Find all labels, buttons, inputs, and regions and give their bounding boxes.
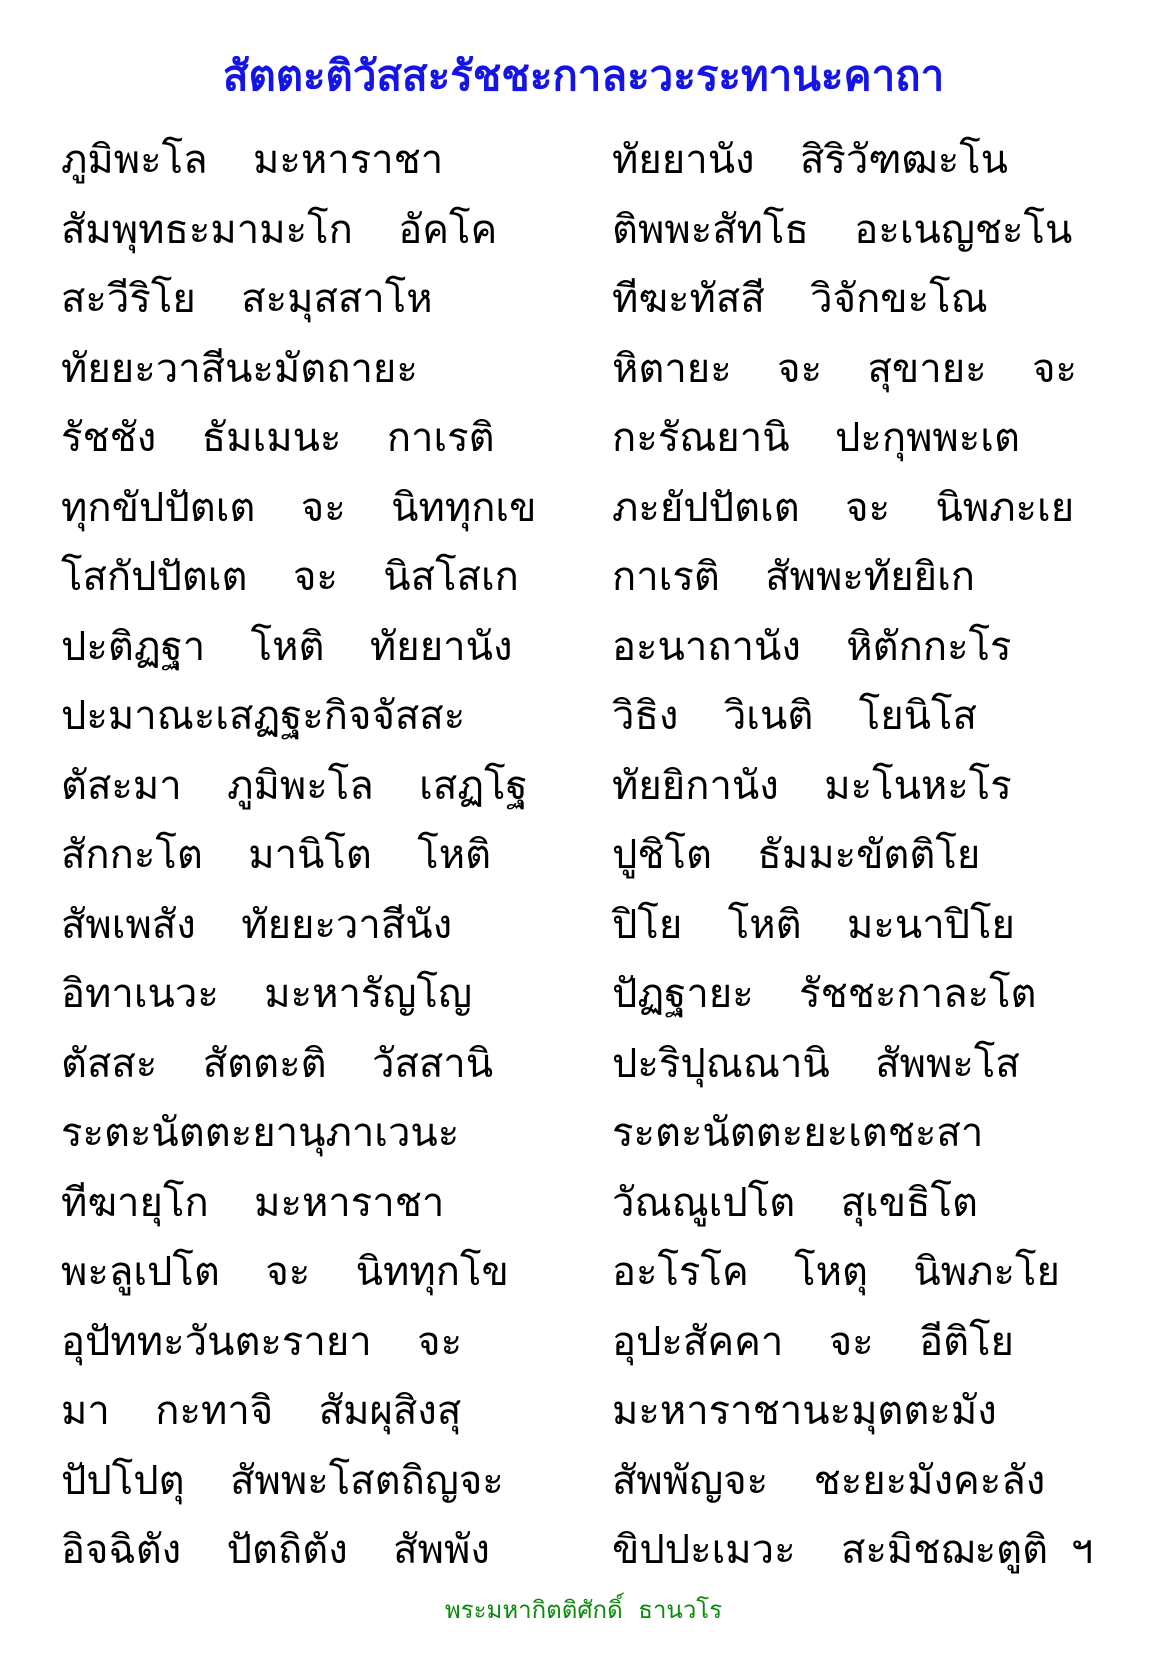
verse-line-left: ทัยยะวาสีนะมัตถายะ — [61, 345, 418, 392]
verse-row — [0, 543, 1167, 613]
verse-line-right: อะนาถานัง หิตักกะโร — [612, 623, 1012, 670]
page-title: สัตตะติวัสสะรัชชะกาละวะระทานะคาถา — [222, 51, 945, 100]
verse-row — [0, 1377, 1167, 1447]
verse-row — [0, 126, 1167, 196]
verse-row — [0, 335, 1167, 405]
verse-line-right: ขิปปะเมวะ สะมิชฌะตูติ ฯ — [612, 1527, 1094, 1573]
verse-line-right: ภะยัปปัตเต จะ นิพภะเย — [612, 484, 1075, 531]
verse-row — [0, 474, 1167, 544]
verse-line-right: ปะริปุณณานิ สัพพะโส — [612, 1040, 1020, 1087]
verse-row — [0, 1447, 1167, 1517]
verse-line-left: สักกะโต มานิโต โหติ — [61, 832, 492, 878]
verse-line-right: อะโรโค โหตุ นิพภะโย — [612, 1249, 1060, 1295]
verse-line-left: ตัสะมา ภูมิพะโล เสฏโฐ — [61, 762, 528, 809]
verse-line-left: พะลูเปโต จะ นิททุกโข — [61, 1249, 509, 1295]
verse-line-left: ปะติฏฐา โหติ ทัยยานัง — [61, 623, 513, 670]
verse-line-left: รัชชัง ธัมเมนะ กาเรติ — [61, 415, 495, 461]
verse-line-right: วิธิง วิเนติ โยนิโส — [612, 693, 977, 739]
verse-line-left: โสกัปปัตเต จะ นิสโสเก — [61, 554, 519, 600]
verse-line-left: ภูมิพะโล มะหาราชา — [61, 137, 444, 183]
verse-line-left: ปัปโปตุ สัพพะโสตถิญจะ — [61, 1457, 504, 1504]
verse-line-right: มะหาราชานะมุตตะมัง — [612, 1388, 997, 1434]
verse-line-left: ตัสสะ สัตตะติ วัสสานิ — [61, 1040, 494, 1087]
verse-row — [0, 752, 1167, 822]
verse-line-right: กาเรติ สัพพะทัยยิเก — [612, 554, 976, 600]
verse-row — [0, 891, 1167, 961]
verse-row — [0, 1238, 1167, 1308]
author-credit: พระมหากิตติศักดิ์ ธานวโร — [444, 1596, 723, 1624]
verse-line-right: ระตะนัตตะยะเตชะสา — [612, 1110, 984, 1156]
verse-row — [0, 196, 1167, 266]
verse-row — [0, 1099, 1167, 1169]
verse-row — [0, 960, 1167, 1030]
verse-line-left: สะวีริโย สะมุสสาโห — [61, 276, 433, 322]
verse-line-left: ปะมาณะเสฏฐะกิจจัสสะ — [61, 693, 466, 739]
verse-row — [0, 265, 1167, 335]
verse-line-right: อุปะสัคคา จะ อีติโย — [612, 1318, 1014, 1365]
verse-line-left: ระตะนัตตะยานุภาเวนะ — [61, 1110, 460, 1156]
verse-row — [0, 1516, 1167, 1586]
verse-line-right: ติพพะสัทโธ อะเนญชะโน — [612, 206, 1073, 253]
verse-line-right: ทีฆะทัสสี วิจักขะโณ — [612, 276, 988, 322]
verse-line-right: ปัฏฐายะ รัชชะกาละโต — [612, 971, 1037, 1017]
verse-row — [0, 404, 1167, 474]
verse-line-right: ปูชิโต ธัมมะขัตติโย — [612, 832, 981, 878]
verse-line-right: ปิโย โหติ มะนาปิโย — [612, 901, 1015, 948]
verse-row — [0, 613, 1167, 683]
verse-line-left: ทุกขัปปัตเต จะ นิททุกเข — [61, 484, 537, 531]
verse-line-left: อุปัททะวันตะรายา จะ — [61, 1318, 463, 1365]
verse-row — [0, 821, 1167, 891]
verse-line-right: กะรัณยานิ ปะกุพพะเต — [612, 415, 1020, 461]
verse-list — [0, 126, 1167, 1586]
verse-row — [0, 1169, 1167, 1239]
verse-row — [0, 1030, 1167, 1100]
verse-line-left: สัมพุทธะมามะโก อัคโค — [61, 206, 498, 253]
verse-line-left: สัพเพสัง ทัยยะวาสีนัง — [61, 901, 453, 948]
verse-line-left: มา กะทาจิ สัมผุสิงสุ — [61, 1388, 462, 1434]
verse-line-left: อิทาเนวะ มะหารัญโญ — [61, 971, 473, 1017]
verse-line-left: อิจฉิตัง ปัตถิตัง สัพพัง — [61, 1527, 490, 1573]
verse-row — [0, 1308, 1167, 1378]
verse-line-right: ทัยยิกานัง มะโนหะโร — [612, 762, 1012, 809]
verse-line-right: วัณณูเปโต สุเขธิโต — [612, 1179, 978, 1226]
verse-line-left: ทีฆายุโก มะหาราชา — [61, 1179, 445, 1226]
verse-line-right: ทัยยานัง สิริวัฑฒะโน — [612, 137, 1009, 183]
verse-row — [0, 682, 1167, 752]
verse-line-right: หิตายะ จะ สุขายะ จะ — [612, 345, 1077, 392]
verse-line-right: สัพพัญจะ ชะยะมังคะลัง — [612, 1457, 1046, 1504]
